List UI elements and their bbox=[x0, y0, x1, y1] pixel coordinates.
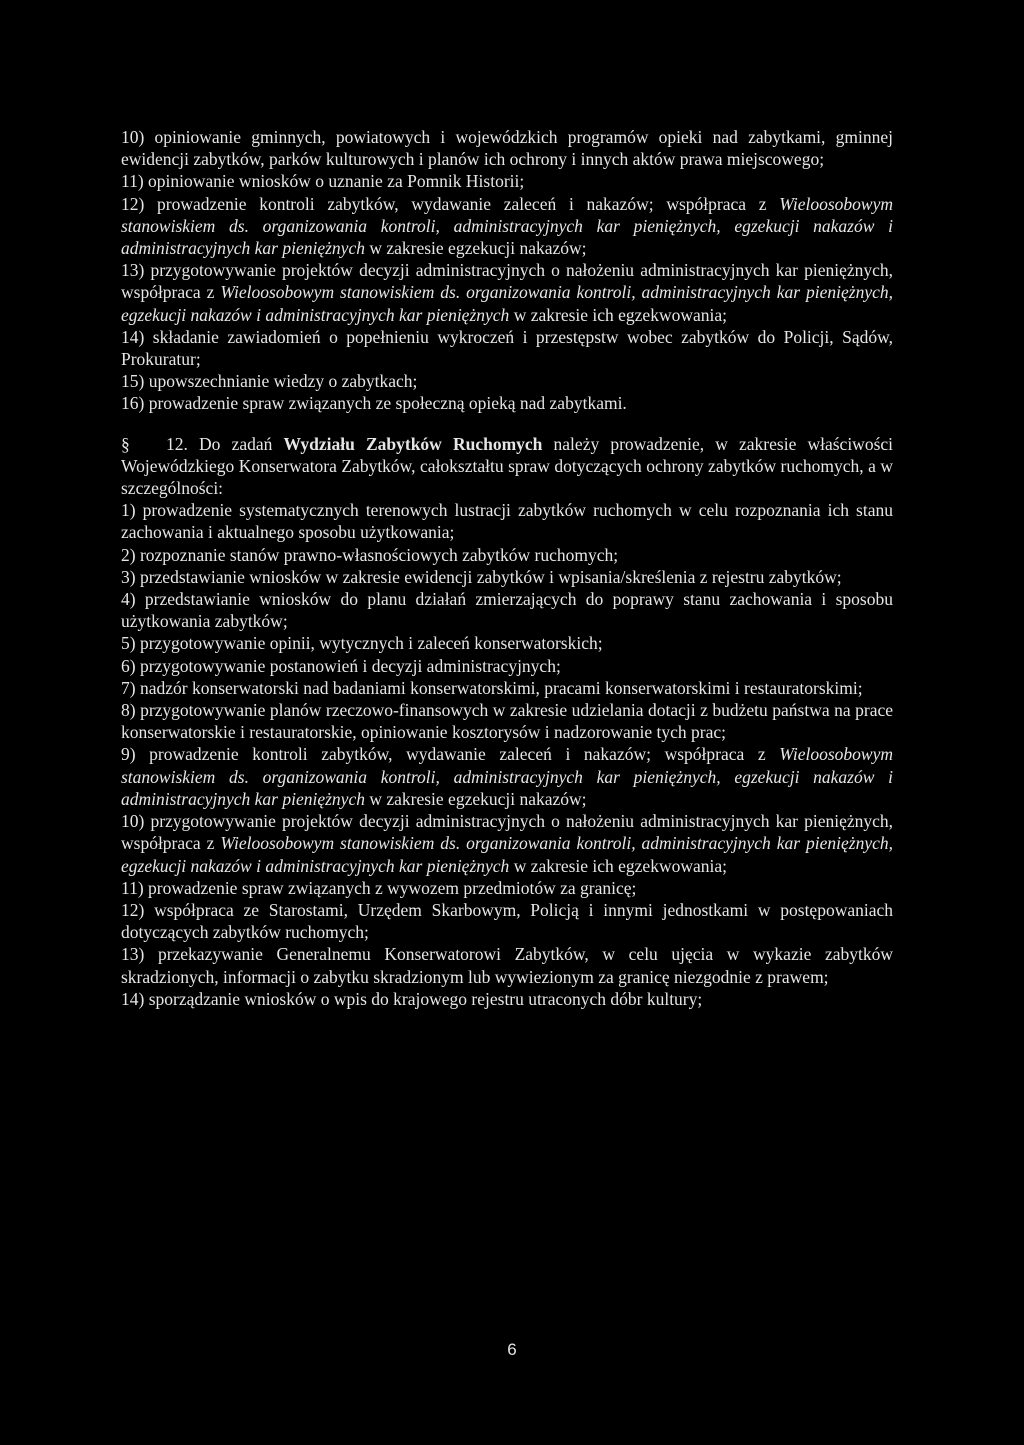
list-item-text: w zakresie ich egzekwowania; bbox=[509, 304, 727, 325]
list-item bbox=[121, 588, 893, 632]
page-number: 6 bbox=[507, 1340, 517, 1359]
list-item-text: 11) prowadzenie spraw związanych z wywozem przedmiotów za granicę; bbox=[121, 877, 637, 898]
italic-reference-text: Wieloosobowym stanowiskiem ds. organizowania kontroli, administracyjnych kar pieniężnych, egzekucji nakazów i administracyjnych kar pieniężnych bbox=[121, 193, 893, 259]
italic-reference-text: Wieloosobowym stanowiskiem ds. organizowania kontroli, administracyjnych kar pieniężnych, egzekucji nakazów i administracyjnych kar pieniężnych bbox=[121, 282, 893, 325]
list-item bbox=[121, 566, 893, 588]
section-intro-text-cont: należy prowadzenie, w zakresie właściwości Wojewódzkiego Konserwatora Zabytków, całokształtu spraw dotyczących ochrony zabytków ruchomych, a w szczególności: bbox=[121, 433, 894, 499]
list-item bbox=[121, 499, 893, 543]
italic-reference-text: Wieloosobowym stanowiskiem ds. organizowania kontroli, administracyjnych kar pieniężnych, egzekucji nakazów i administracyjnych kar pieniężnych bbox=[121, 833, 893, 876]
task-list-movable-monuments bbox=[121, 499, 893, 1010]
list-item bbox=[121, 655, 893, 677]
section-sign: § bbox=[121, 433, 130, 454]
list-item bbox=[121, 810, 893, 877]
italic-reference-text: Wieloosobowym stanowiskiem ds. organizowania kontroli, administracyjnych kar pieniężnych, egzekucji nakazów i administracyjnych kar pieniężnych bbox=[121, 744, 893, 809]
list-item-text: 14) sporządzanie wniosków o wpis do krajowego rejestru utraconych dóbr kultury; bbox=[121, 988, 703, 1009]
list-item-text: 6) przygotowywanie postanowień i decyzji administracyjnych; bbox=[121, 655, 561, 676]
list-item-text: 13) przygotowywanie projektów decyzji administracyjnych o nałożeniu administracyjnych kar pieniężnych, współpraca z bbox=[121, 260, 893, 303]
paragraph-gap bbox=[121, 415, 893, 433]
list-item bbox=[121, 326, 893, 370]
list-item-text: 7) nadzór konserwatorski nad badaniami konserwatorskimi, pracami konserwatorskimi i restauratorskimi; bbox=[121, 677, 863, 698]
section-number: 12. bbox=[166, 433, 188, 454]
section-12-intro bbox=[121, 433, 893, 500]
list-item bbox=[121, 170, 893, 192]
list-item-text: 10) przygotowywanie projektów decyzji administracyjnych o nałożeniu administracyjnych kar pieniężnych, współpraca z bbox=[121, 811, 893, 854]
list-item-text: 2) rozpoznanie stanów prawno-własnościowych zabytków ruchomych; bbox=[121, 544, 619, 565]
list-item-text: 5) przygotowywanie opinii, wytycznych i zaleceń konserwatorskich; bbox=[121, 633, 603, 654]
list-item bbox=[121, 899, 893, 943]
list-item-text: 8) przygotowywanie planów rzeczowo-finansowych w zakresie udzielania dotacji z budżetu państwa na prace konserwatorskie i restauratorskie, opiniowanie kosztorysów i nadzorowanie tych prac; bbox=[121, 700, 893, 743]
list-item-text: 11) opiniowanie wniosków o uznanie za Pomnik Historii; bbox=[121, 171, 525, 192]
list-item bbox=[121, 632, 893, 654]
list-item-text: w zakresie ich egzekwowania; bbox=[509, 855, 727, 876]
list-item-text: 4) przedstawianie wniosków do planu działań zmierzających do poprawy stanu zachowania i sposobu użytkowania zabytków; bbox=[121, 589, 893, 632]
list-item-text: 15) upowszechnianie wiedzy o zabytkach; bbox=[121, 371, 418, 392]
task-list-previous-section bbox=[121, 126, 893, 415]
document-body bbox=[121, 126, 893, 1010]
list-item-text: 16) prowadzenie spraw związanych ze społeczną opieką nad zabytkami. bbox=[121, 393, 627, 414]
list-item-text: w zakresie egzekucji nakazów; bbox=[364, 238, 587, 259]
list-item-text: 1) prowadzenie systematycznych terenowych lustracji zabytków ruchomych w celu rozpoznania ich stanu zachowania i aktualnego sposobu użytkowania; bbox=[121, 500, 893, 543]
list-item bbox=[121, 126, 893, 170]
list-item bbox=[121, 988, 893, 1010]
list-item-text: 14) składanie zawiadomień o popełnieniu wykroczeń i przestępstw wobec zabytków do Policji, Sądów, Prokuratur; bbox=[121, 326, 893, 370]
list-item-text: 9) prowadzenie kontroli zabytków, wydawanie zaleceń i nakazów; współpraca z bbox=[121, 744, 780, 765]
department-name: Wydziału Zabytków Ruchomych bbox=[283, 433, 543, 454]
section-intro-text: Do zadań bbox=[187, 433, 284, 454]
list-item bbox=[121, 699, 893, 743]
list-item-text: 3) przedstawianie wniosków w zakresie ewidencji zabytków i wpisania/skreślenia z rejestru zabytków; bbox=[121, 566, 842, 587]
list-item bbox=[121, 259, 893, 326]
list-item bbox=[121, 943, 893, 987]
list-item bbox=[121, 193, 893, 260]
list-item bbox=[121, 877, 893, 899]
list-item-text: 12) współpraca ze Starostami, Urzędem Skarbowym, Policją i innymi jednostkami w postępowaniach dotyczących zabytków ruchomych; bbox=[121, 899, 893, 943]
list-item-text: 13) przekazywanie Generalnemu Konserwatorowi Zabytków, w celu ujęcia w wykazie zabytków skradzionych, informacji o zabytku skradzionym lub wywiezionym za granicę niezgodnie z prawem; bbox=[121, 944, 893, 987]
list-item-text: 12) prowadzenie kontroli zabytków, wydawanie zaleceń i nakazów; współpraca z bbox=[121, 193, 780, 214]
list-item-text: w zakresie egzekucji nakazów; bbox=[364, 788, 587, 809]
list-item-text: 10) opiniowanie gminnych, powiatowych i wojewódzkich programów opieki nad zabytkami, gminnej ewidencji zabytków, parków kulturowych i planów ich ochrony i innych aktów prawa miejscowego; bbox=[121, 127, 893, 170]
list-item bbox=[121, 677, 893, 699]
list-item bbox=[121, 370, 893, 392]
list-item bbox=[121, 743, 893, 810]
list-item bbox=[121, 544, 893, 566]
list-item bbox=[121, 392, 893, 414]
